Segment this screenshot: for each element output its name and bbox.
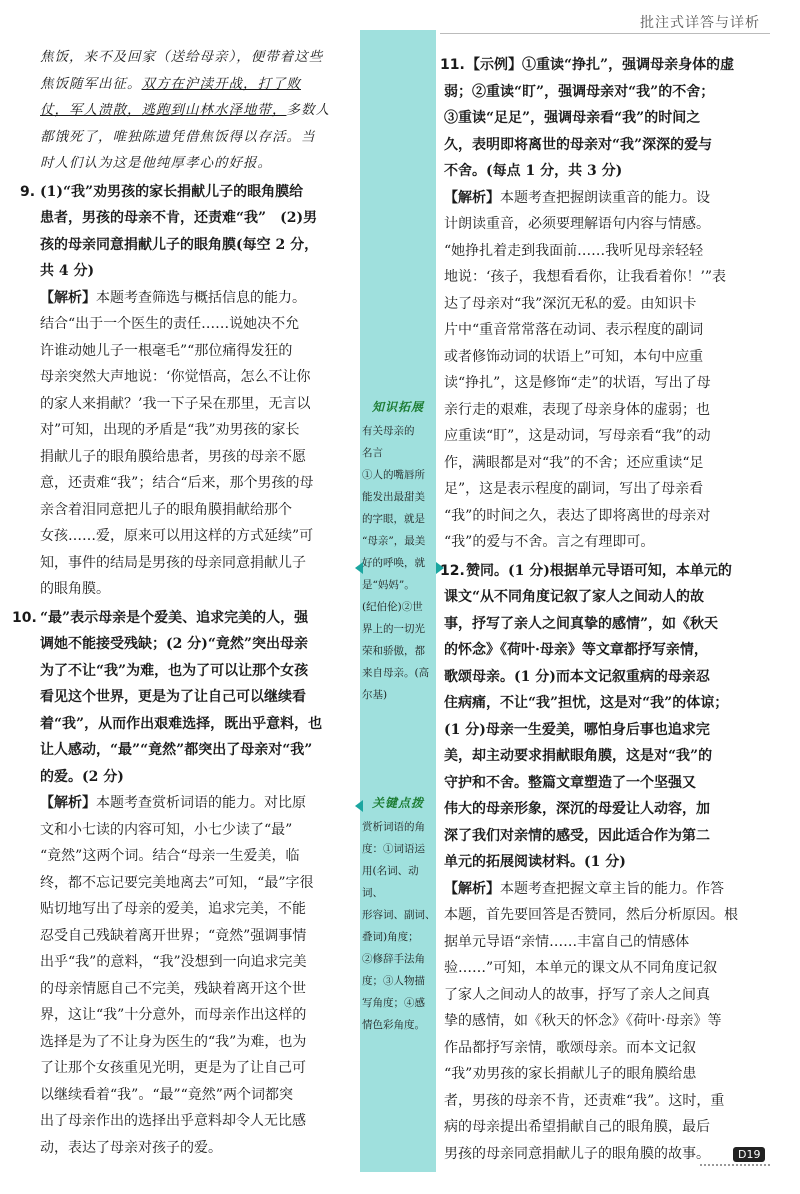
text-line: 时人们认为这是他纯厚孝心的好报。 [40,155,272,171]
analysis-line: 【解析】本题考查把握朗读重音的能力。设 [444,189,710,206]
analysis-tag: 【解析】 [444,189,500,206]
analysis-line: “我”的爱与不舍。言之有理即可。 [444,534,655,550]
analysis-line: 地说：‘孩子，我想看看你，让我看着你！’”表 [444,269,727,285]
analysis-line: 验……”可知，本单元的课文从不同角度记叙 [444,960,718,976]
answer-line: (1 分)母亲一生爱美，哪怕身后事也追求完 [444,721,710,738]
analysis-line: 以继续看着“我”。“最”“竟然”两个词都突 [40,1086,293,1103]
knowledge-line: 好的呼唤，就 [362,557,425,569]
footer-dots [700,1164,770,1166]
question-number: 11. [440,57,465,73]
analysis-line: 选择是为了不让身为医生的“我”为难，也为 [40,1033,307,1050]
keypoint-line: 赏析词语的角 [362,821,425,833]
answer-line: 共 4 分) [40,263,95,279]
analysis-line: 动，表达了母亲对孩子的爱。 [40,1139,222,1156]
analysis-line: 本题，首先要回答是否赞同，然后分析原因。根 [444,907,738,923]
page-header-title: 批注式详答与详析 [640,15,760,31]
analysis-line: 亲行走的艰难，表现了母亲身体的虚弱；也 [444,401,710,418]
keypoint-line: ②修辞手法角 [362,953,425,965]
answer-line: 伟大的母亲形象，深沉的母爱让人动容，加 [444,801,710,817]
keypoint-line: 用(名词、动词、 [362,865,419,899]
knowledge-line: 的字眼，就是 [362,513,425,525]
analysis-line: 的眼角膜。 [40,581,110,597]
answer-line: 的怀念》《荷叶·母亲》等文章都抒写亲情， [444,642,708,658]
answer-line: 为了不让“我”为难，也为了可以让那个女孩 [40,662,309,679]
question-10 [12,605,358,1162]
knowledge-box [360,396,436,706]
knowledge-line: 有关母亲的 [362,425,415,437]
knowledge-line: 是“妈妈”。 [362,579,415,591]
knowledge-line: 来自母亲。(高 [362,667,430,679]
answer-line: 单元的拓展阅读材料。(1 分) [444,854,626,870]
answer-line: 事，抒写了亲人之间真挚的感情”，如《秋天 [444,615,719,632]
analysis-line: 作品都抒写亲情，歌颂母亲。而本文记叙 [444,1039,696,1056]
analysis-line: 据单元导语“亲情……丰富自己的情感体 [444,933,690,950]
analysis-line: “我”劝男孩的家长捐献儿子的眼角膜给患 [444,1066,697,1082]
answer-line: 孩的母亲同意捐献儿子的眼角膜(每空 2 分， [40,236,319,253]
answer-line: 不舍。(每点 1 分，共 3 分) [444,163,623,179]
answer-line: 患者，男孩的母亲不肯，还责难“我” (2)男 [40,210,318,226]
answer-line: ③重读“足足”，强调母亲看“我”的时间之 [444,110,701,126]
page-number-badge: D19 [733,1147,765,1162]
analysis-line: 捐献儿子的眼角膜给患者，男孩的母亲不愿 [40,448,306,465]
knowledge-line: ①人的嘴唇所 [362,469,425,481]
answer-line: 看见这个世界，更是为了让自己可以继续看 [40,689,306,705]
right-column [440,52,768,1169]
analysis-line: 结合“出于一个医生的责任……说她决不允 [40,316,300,332]
knowledge-line: 名言 [362,447,383,459]
analysis-line: 终，都不忘记要完美地离去”可知，“最”字很 [40,874,314,891]
keypoint-line: 形容词、副词、 [362,909,436,921]
answer-line: 美，却主动要求捐献眼角膜，这是对“我”的 [444,748,713,764]
answer-line: 让人感动，“最”“竟然”都突出了母亲对“我” [40,742,313,758]
analysis-line: 读“挣扎”，这是修饰“走”的状语，写出了母 [444,375,711,391]
story-translation [40,44,358,177]
analysis-line: 病的母亲提出希望捐献自己的眼角膜，最后 [444,1119,710,1135]
analysis-line: 了让那个女孩重见光明，更是为了让自己可 [40,1060,306,1076]
answer-line: 歌颂母亲。(1 分)而本文记叙重病的母亲忍 [444,668,710,685]
answer-line: 久，表明即将离世的母亲对“我”深深的爱与 [444,136,713,153]
knowledge-line: 荣和骄傲，都 [362,645,425,657]
analysis-line: 界，这让“我”十分意外，而母亲作出这样的 [40,1007,307,1023]
keypoint-line: 情色彩角度。 [362,1019,425,1031]
analysis-line: 了家人之间动人的故事，抒写了亲人之间真 [444,986,710,1003]
keypoint-title: 关键点拨 [372,796,425,810]
knowledge-line: 尔基) [362,689,388,701]
knowledge-title: 知识拓展 [372,400,425,414]
keypoint-line: 叠词)角度； [362,931,419,943]
left-column [12,44,358,1163]
knowledge-line: 能发出最甜美 [362,491,425,503]
analysis-line: 片中“重音常常落在动词、表示程度的副词 [444,322,704,338]
analysis-line: 【解析】本题考查把握文章主旨的能力。作答 [444,880,724,897]
analysis-line: 文和小七读的内容可知，小七少读了“最” [40,821,293,838]
text-line: 焦饭随军出征。双方在沪渎开战，打了败 [40,75,301,92]
analysis-line: 达了母亲对“我”深沉无私的爱。由知识卡 [444,295,697,312]
answer-line: 深了我们对亲情的感受，因此适合作为第二 [444,827,710,844]
knowledge-line: “母亲”，最美 [362,535,426,547]
analysis-line: 出了母亲作出的选择出乎意料却令人无比感 [40,1113,306,1129]
analysis-line: 知，事件的结局是男孩的母亲同意捐献儿子 [40,554,306,571]
analysis-tag: 【解析】 [444,880,500,897]
analysis-line: 意，还责难“我”；结合“后来，那个男孩的母 [40,475,314,491]
answer-line: “最”表示母亲是个爱美、追求完美的人，强 [40,609,309,626]
answer-line: 调她不能接受残缺；(2 分)“竟然”突出母亲 [40,636,308,652]
text-line: 焦饭，来不及回家（送给母亲），便带着这些 [40,49,324,65]
answer-line: 守护和不舍。整篇文章塑造了一个坚强又 [444,774,696,791]
answer-line: 着“我”，从而作出艰难选择，既出乎意料，也 [40,715,323,732]
analysis-line: 挚的感情，如《秋天的怀念》《荷叶·母亲》等 [444,1013,722,1029]
knowledge-line: 界上的一切光 [362,623,425,635]
analysis-line: “我”的时间之久，表达了即将离世的母亲对 [444,507,711,524]
header-divider [440,33,770,34]
analysis-line: 或者修饰动词的状语上”可知，本句中应重 [444,348,704,365]
question-9 [20,179,358,603]
answer-line: 的爱。(2 分) [40,768,124,785]
analysis-line: 男孩的母亲同意捐献儿子的眼角膜的故事。 [444,1145,710,1162]
answer-line: 【示例】①重读“挣扎”，强调母亲身体的虚 [466,57,735,73]
text-line: 都饿死了，唯独陈遗凭借焦饭得以存活。当 [40,128,316,145]
answer-line: (1)“我”劝男孩的家长捐献儿子的眼角膜给 [40,183,304,200]
answer-line: 课文“从不同角度记叙了家人之间动人的故 [444,589,705,605]
analysis-line: “竟然”这两个词。结合“母亲一生爱美，临 [40,848,300,864]
analysis-tag: 【解析】 [40,289,96,306]
knowledge-line: (纪伯伦)②世 [362,601,423,613]
analysis-line: 应重读“盯”，这是动词，写母亲看“我”的动 [444,428,711,444]
analysis-line: “她挣扎着走到我面前……我听见母亲轻轻 [444,242,704,259]
analysis-line: 亲含着泪同意把儿子的眼角膜捐献给那个 [40,501,292,518]
answer-line: 赞同。(1 分)根据单元导语可知，本单元的 [466,562,732,579]
question-number: 12. [440,562,465,579]
analysis-line: 的母亲情愿自己不完美，残缺着离开这个世 [40,980,306,997]
question-11 [440,52,768,556]
question-number: 9. [20,183,36,200]
analysis-line: 者，男孩的母亲不肯，还责难“我”。这时，重 [444,1092,725,1109]
analysis-line: 作，满眼都是对“我”的不舍；还应重读“足 [444,454,704,471]
analysis-line: 出乎“我”的意料，“我”没想到一向追求完美 [40,954,307,970]
analysis-tag: 【解析】 [40,795,96,811]
analysis-line: 许谁动她儿子一根毫毛”“那位痛得发狂的 [40,342,293,359]
keypoint-line: 度；③人物描 [362,975,425,987]
question-12 [440,558,768,1168]
answer-line: 住病痛，不让“我”担忧，这是对“我”的体谅； [444,695,729,711]
keypoint-line: 度：①词语运 [362,843,425,855]
analysis-line: 足”，这是表示程度的副词，写出了母亲看 [444,481,704,497]
keypoint-line: 写角度；④感 [362,997,425,1009]
question-number: 10. [12,609,37,626]
analysis-line: 女孩……爱，原来可以用这样的方式延续”可 [40,528,314,544]
analysis-line: 贴切地写出了母亲的爱美，追求完美，不能 [40,901,306,917]
keypoint-box [360,792,436,1036]
analysis-line: 【解析】本题考查筛选与概括信息的能力。 [40,289,306,306]
text-line: 仗，军人溃散，逃跑到山林水泽地带，多数人 [40,102,330,118]
answer-line: 弱；②重读“盯”，强调母亲对“我”的不舍； [444,83,715,100]
analysis-line: 的家人来捐献？’我一下子呆在那里，无言以 [40,395,311,412]
analysis-line: 【解析】本题考查赏析词语的能力。对比原 [40,795,306,811]
analysis-line: 母亲突然大声地说：‘你觉悟高，怎么不让你 [40,369,311,385]
analysis-line: 计朗读重音，必须要理解语句内容与情感。 [444,216,710,232]
analysis-line: 对”可知，出现的矛盾是“我”劝男孩的家长 [40,422,300,438]
analysis-line: 忍受自己残缺着离开世界；“竟然”强调事情 [40,927,307,944]
